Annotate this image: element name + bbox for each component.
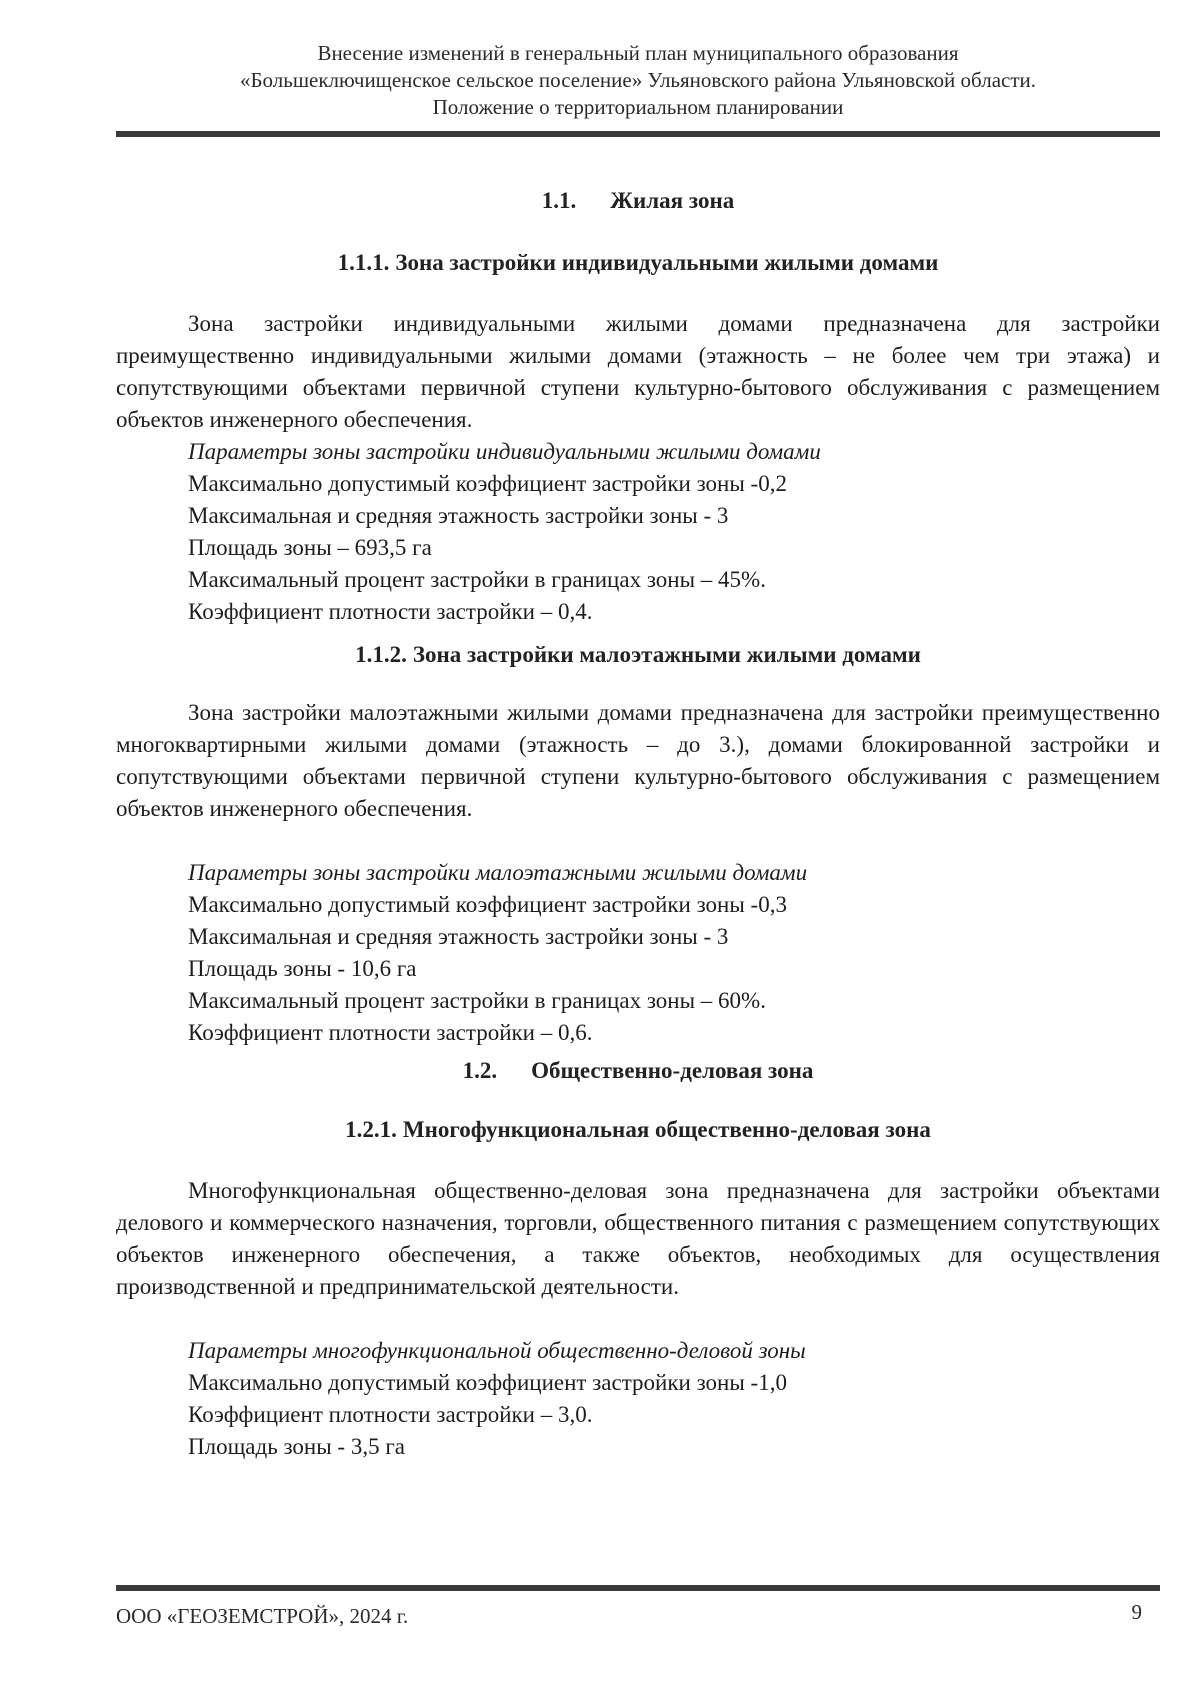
params-list-1-1-2 (188, 857, 1158, 1049)
param-item: Максимальный процент застройки в границах зоны – 45%. (188, 567, 766, 592)
header-line-3: Положение о территориальном планировании (432, 95, 844, 119)
section-heading-1-1-1 (116, 248, 1160, 278)
header-line-1: Внесение изменений в генеральный план муниципального образования (317, 41, 959, 65)
section-title: Многофункциональная общественно-деловая зона (402, 1117, 931, 1142)
section-title: Зона застройки индивидуальными жилыми домами (395, 250, 939, 275)
params-title: Параметры зоны застройки малоэтажными жилыми домами (188, 860, 808, 885)
params-list-1-1-1 (188, 436, 1158, 628)
section-title: Общественно-деловая зона (531, 1058, 814, 1083)
header-line-2: «Большеключищенское сельское поселение» Ульяновского района Ульяновской области. (239, 68, 1036, 92)
param-item: Максимально допустимый коэффициент застройки зоны -0,2 (188, 471, 787, 496)
section-number: 1.1.2. (355, 642, 407, 667)
footer-company: ООО «ГЕОЗЕМСТРОЙ», 2024 г. (116, 1604, 409, 1628)
document-header (116, 40, 1160, 121)
params-title: Параметры зоны застройки индивидуальными жилыми домами (188, 439, 821, 464)
params-list-1-2-1 (188, 1335, 1158, 1463)
section-number: 1.1. (541, 188, 577, 213)
param-item: Площадь зоны – 693,5 га (188, 535, 432, 560)
params-title: Параметры многофункциональной общественно-деловой зоны (188, 1338, 806, 1363)
section-heading-1-2 (116, 1056, 1160, 1086)
section-heading-1-1 (116, 186, 1160, 216)
param-item: Максимальная и средняя этажность застройки зоны - 3 (188, 924, 729, 949)
param-item: Максимально допустимый коэффициент застройки зоны -0,3 (188, 892, 787, 917)
section-paragraph-1-1-1: Зона застройки индивидуальными жилыми домами предназначена для застройки преимущественно индивидуальными жилыми домами (этажность – не более чем три этажа) и сопутствующими объектами первичной ступени культурно-бытового обслуживания с размещением объектов инженерного обеспечения. (116, 311, 1160, 432)
footer-divider (116, 1585, 1160, 1591)
section-title: Жилая зона (610, 188, 735, 213)
param-item: Площадь зоны - 3,5 га (188, 1434, 405, 1459)
section-title: Зона застройки малоэтажными жилыми домами (412, 642, 921, 667)
section-number: 1.1.1. (337, 250, 390, 275)
param-item: Коэффициент плотности застройки – 0,6. (188, 1020, 593, 1045)
param-item: Максимальная и средняя этажность застройки зоны - 3 (188, 503, 729, 528)
section-number: 1.2.1. (345, 1117, 397, 1142)
section-paragraph-1-1-2: Зона застройки малоэтажными жилыми домами предназначена для застройки преимущественно многоквартирными жилыми домами (этажность – до 3.), домами блокированной застройки и сопутствующими объектами первичной ступени культурно-бытового обслуживания с размещением объектов инженерного обеспечения. (116, 700, 1160, 821)
param-item: Коэффициент плотности застройки – 0,4. (188, 599, 593, 624)
section-paragraph-1-2-1: Многофункциональная общественно-деловая зона предназначена для застройки объектами делового и коммерческого назначения, торговли, общественного питания с размещением сопутствующих объектов инженерного обеспечения, а также объектов, необходимых для осуществления производственной и предпринимательской деятельности. (116, 1178, 1160, 1299)
section-heading-1-2-1 (116, 1115, 1160, 1145)
section-heading-1-1-2 (116, 640, 1160, 670)
param-item: Максимально допустимый коэффициент застройки зоны -1,0 (188, 1370, 787, 1395)
section-number: 1.2. (462, 1058, 498, 1083)
param-item: Максимальный процент застройки в границах зоны – 60%. (188, 988, 766, 1013)
param-item: Коэффициент плотности застройки – 3,0. (188, 1402, 593, 1427)
header-divider (116, 131, 1160, 137)
param-item: Площадь зоны - 10,6 га (188, 956, 417, 981)
page-number: 9 (1131, 1600, 1142, 1624)
